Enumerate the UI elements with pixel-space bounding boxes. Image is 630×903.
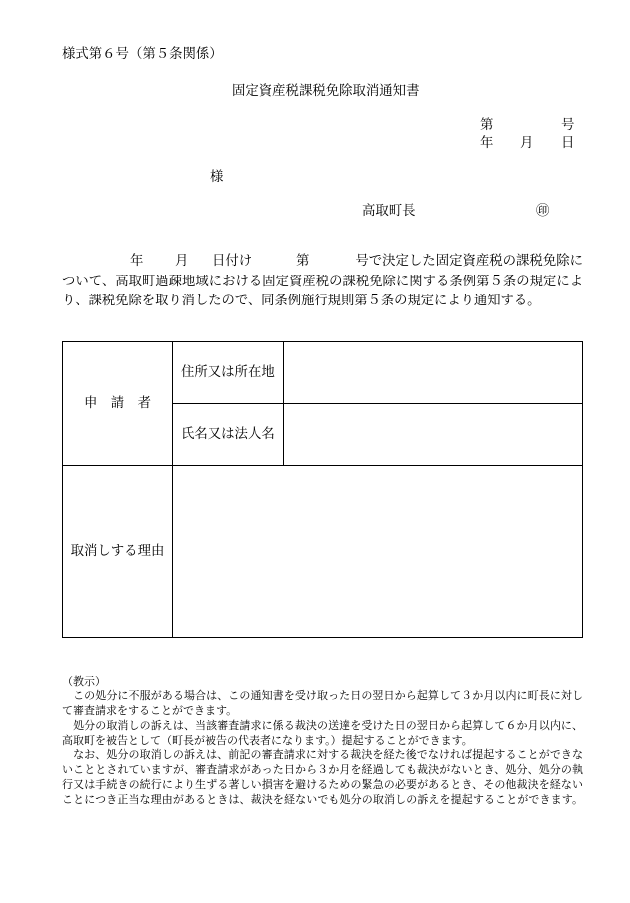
seal-mark: ㊞ — [536, 204, 550, 219]
addressee-honorific: 様 — [210, 170, 224, 185]
body-line-1-rest: 号で決定した固定資産税の課税免除に — [355, 254, 583, 269]
document-title: 固定資産税課税免除取消通知書 — [232, 84, 420, 99]
document-number-suffix: 号 — [561, 118, 575, 133]
reason-value-cell — [173, 466, 582, 637]
applicant-table — [62, 341, 583, 638]
date-day-label: 日 — [561, 136, 575, 151]
body-day-label: 日付け — [212, 254, 253, 269]
address-value-cell — [284, 342, 582, 403]
notice-heading: （教示） — [62, 675, 106, 688]
form-number: 様式第６号（第５条関係） — [62, 47, 223, 62]
notice-line-8: ことにつき正当な理由があるときは、裁決を経ないでも処分の取消しの訴えを提起することができます。 — [62, 793, 583, 807]
notice-text — [62, 689, 583, 808]
name-value-cell — [284, 404, 582, 465]
body-year-label: 年 — [130, 254, 144, 269]
reason-label-cell — [63, 466, 172, 637]
name-label: 氏名又は法人名 — [181, 426, 275, 442]
document-number-prefix: 第 — [480, 118, 494, 133]
notice-line-4: 高取町を被告として（町長が被告の代表者になります。）提起することができます。 — [62, 733, 473, 747]
date-year-label: 年 — [480, 136, 494, 151]
body-line-3: り、課税免除を取り消したので、同条例施行規則第５条の規定により通知する。 — [62, 294, 541, 308]
notice-line-6: いこととされていますが、審査請求があった日から３か月を経過しても裁決がないとき、処分、処分の執 — [62, 763, 583, 777]
body-number-prefix: 第 — [296, 254, 310, 269]
applicant-label: 申 請 者 — [84, 395, 151, 411]
notice-line-3: 処分の取消しの訴えは、当該審査請求に係る裁決の送達を受けた日の翌日から起算して６か月以内に、 — [62, 718, 583, 732]
date-month-label: 月 — [520, 136, 534, 151]
body-line-2: ついて、高取町過疎地域における固定資産税の課税免除に関する条例第５条の規定によ — [62, 275, 583, 289]
notice-line-2: て審査請求をすることができます。 — [62, 703, 238, 717]
applicant-label-cell — [63, 342, 172, 465]
notice-line-1: この処分に不服がある場合は、この通知書を受け取った日の翌日から起算して３か月以内に町長に対し — [62, 689, 583, 702]
address-label: 住所又は所在地 — [181, 364, 275, 380]
name-label-cell — [181, 404, 283, 465]
reason-label: 取消しする理由 — [70, 543, 165, 559]
notice-line-7: 行又は手続きの続行により生ずる著しい損害を避けるための緊急の必要があるとき、その他裁決を経ない — [62, 778, 583, 792]
issuer-name: 高取町長 — [362, 204, 416, 219]
notice-line-5: なお、処分の取消しの訴えは、前記の審査請求に対する裁決を経た後でなければ提起することができな — [62, 748, 583, 762]
body-month-label: 月 — [175, 254, 189, 269]
address-label-cell — [181, 342, 283, 403]
